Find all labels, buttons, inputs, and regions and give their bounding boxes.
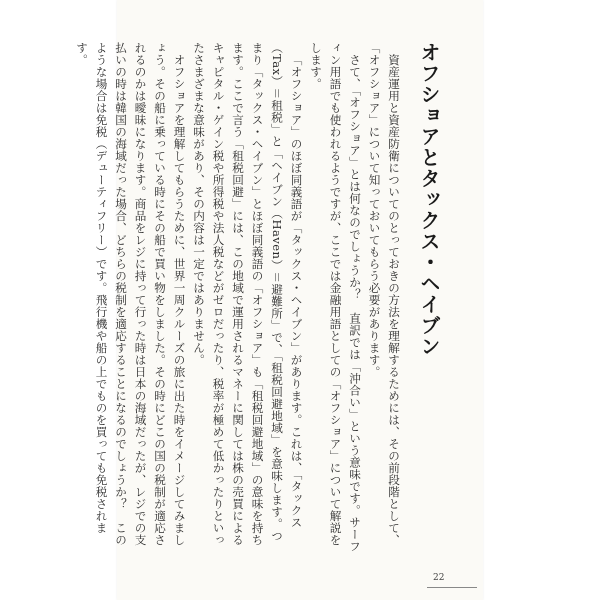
paragraph-1: 資産運用と資産防衛についてのとっておきの方法を理解するためには、その前段階として、「オフショア」について知っておいてもらう必要があります。 [367, 42, 401, 546]
page-footer [427, 567, 487, 588]
book-page [75, 0, 483, 600]
text-block [72, 42, 444, 552]
paragraph-4: オフショアを理解してもらうために、世界一周クルーズの旅に出た時をイメージしてみましょう。その船に乗っている時にその船で買い物をしました。その時にどこの国の税制が適応されるのかは曖昧になります。商品をレジに持って行った時は日本の海域だったが、レジでの支払いの時は韓国の海域だった場合、どちらの税制を適応することになるのでしょうか？ このような場合は免税（デューティフリー）です。飛行機や船の上でものを買っても免税されます。 [75, 42, 187, 546]
section-heading: オフショアとタックス・ヘイブン [417, 42, 441, 357]
page-number: 22 [433, 573, 445, 583]
footer-rule [427, 587, 477, 588]
paragraph-2: さて、「オフショア」とは何なのでしょうか？ 直訳では「沖合い」という意味です。サーフィン用語でも使われるようですが、ここでは金融用語としての「オフショア」について解説をします。 [309, 42, 362, 552]
paragraph-3: 「オフショア」のほぼ同義語が「タックス・ヘイブン」があります。これは、「タックス（Tax）＝租税」と「ヘイブン（Haven）＝避難所」で、「租税回避地域」を意味します。つまり「タックス・ヘイブン」とほぼ同義語の「オフショア」も「租税回避地域」の意味を持ちます。ここで言う「租税回避」には、この地域で運用されるマネーに関しては株の売買によるキャピタル・ゲイン税や所得税や法人税などがゼロだったり、税率が極めて低かったりといったさまざまな意味があり、その内容は一定ではありません。 [192, 42, 304, 546]
